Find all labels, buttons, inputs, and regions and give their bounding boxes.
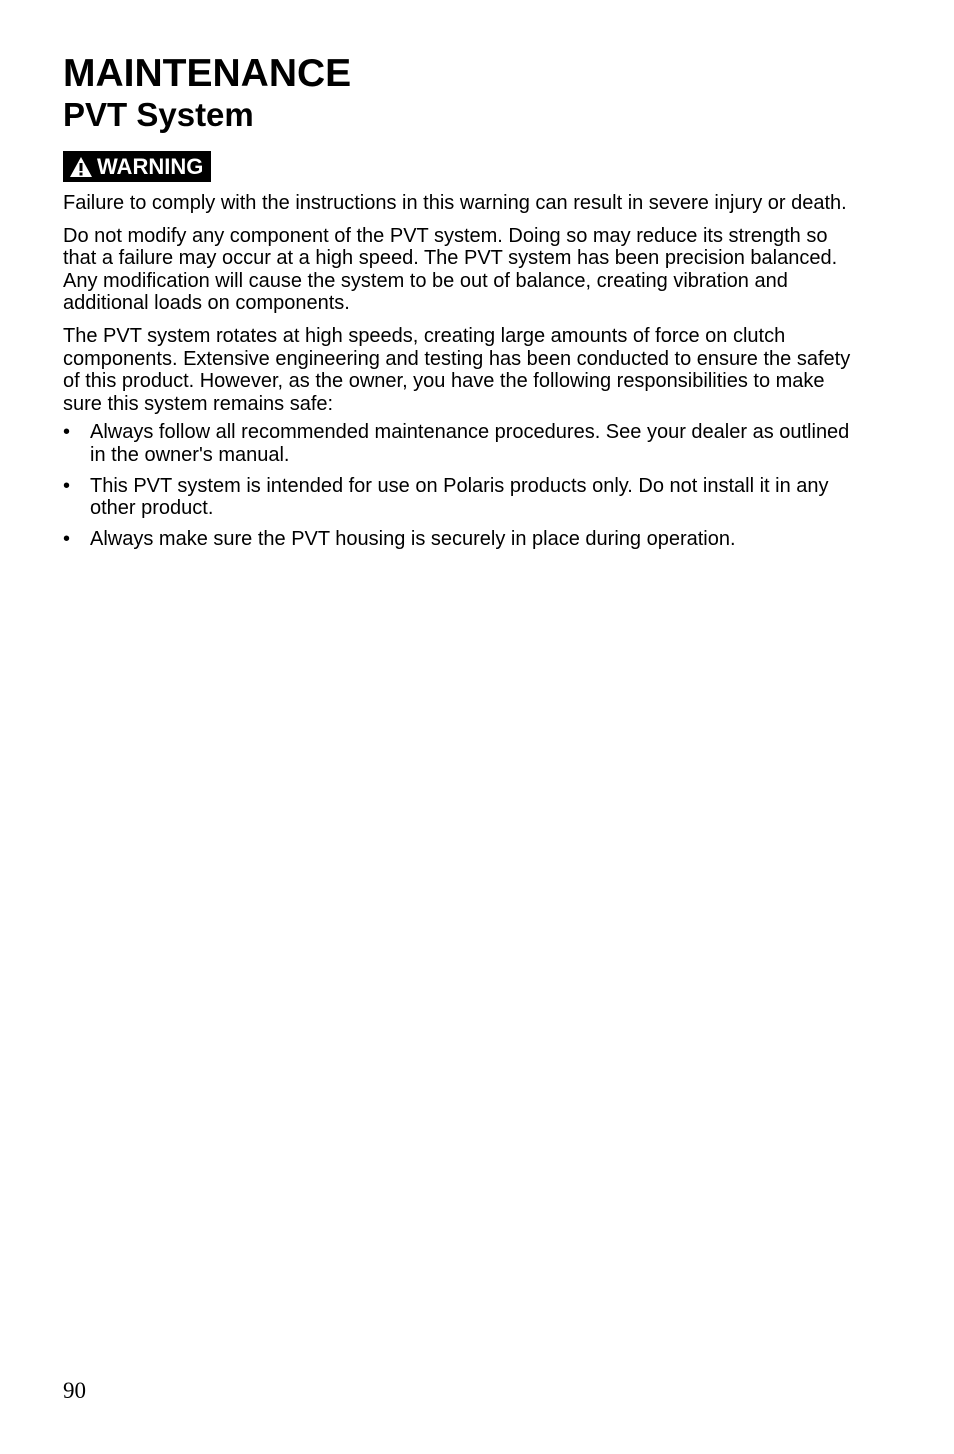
warning-triangle-icon [69,156,93,178]
bullet-marker: • [63,421,71,444]
page-number: 90 [63,1378,86,1403]
warning-label: WARNING [97,153,204,179]
responsibility-list [63,421,863,550]
warning-paragraph: The PVT system rotates at high speeds, creating large amounts of force on clutch components. Extensive engineering and testing has been conducted to ensure the safety of this product. However, as the owner, you have the following responsibilities to make sure this system remains safe: [63,324,851,415]
bullet-marker: • [63,527,71,550]
warning-paragraph: Failure to comply with the instructions in this warning can result in severe injury or death. [63,192,847,214]
warning-paragraph: Do not modify any component of the PVT system. Doing so may reduce its strength so that a failure may occur at a high speed. The PVT system has been precision balanced. Any modification will cause the system to be out of balance, creating vibration and additional loads on components. [63,224,838,315]
list-item [63,528,863,551]
list-item [63,475,863,520]
bullet-marker: • [63,474,71,497]
list-item-text: Always make sure the PVT housing is securely in place during operation. [90,527,736,550]
warning-badge [63,151,211,182]
page-content [63,52,863,558]
sub-title: PVT System [63,96,254,133]
section-title: MAINTENANCE [63,52,352,95]
list-item [63,421,863,466]
list-item-text: This PVT system is intended for use on Polaris products only. Do not install it in any other product. [90,474,829,520]
list-item-text: Always follow all recommended maintenance procedures. See your dealer as outlined in the owner's manual. [90,421,850,466]
